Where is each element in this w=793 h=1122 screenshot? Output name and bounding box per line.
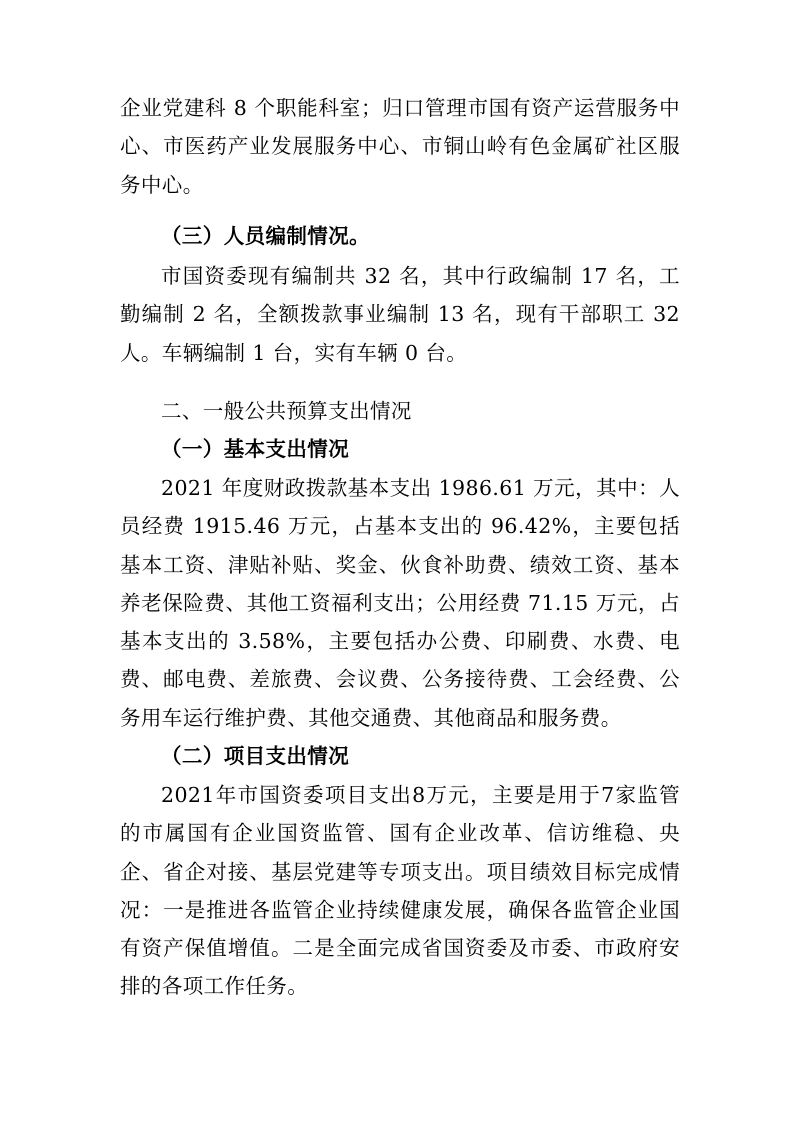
paragraph-project-expenditure: 2021年市国资委项目支出8万元，主要是用于7家监管的市属国有企业国资监管、国有企业改革、信访维稳、央企、省企对接、基层党建等专项支出。项目绩效目标完成情况：一是推进各监管企业持续健康发展，确保各监管企业国有资产保值增值。二是全面完成省国资委及市委、市政府安排的各项工作任务。 (120, 783, 680, 999)
heading-staffing: （三）人员编制情况。 (161, 224, 370, 248)
heading-basic-expenditure: （一）基本支出情况 (161, 437, 350, 461)
paragraph-basic-expenditure: 2021 年度财政拨款基本支出 1986.61 万元，其中：人员经费 1915.46 万元，占基本支出的 96.42%，主要包括基本工资、津贴补贴、奖金、伙食补助费、绩效工资、基本养老保险费、其他工资福利支出；公用经费 71.15 万元，占基本支出的 3.58%，主要包括办公费、印刷费、水费、电费、邮电费、差旅费、会议费、公务接待费、工会经费、公务用车运行维护费、其他交通费、其他商品和服务费。 (120, 476, 680, 730)
heading-project-expenditure: （二）项目支出情况 (161, 744, 350, 768)
paragraph-staffing: 市国资委现有编制共 32 名，其中行政编制 17 名，工勤编制 2 名，全额拨款事业编制 13 名，现有干部职工 32 人。车辆编制 1 台，实有车辆 0 台。 (120, 264, 680, 365)
paragraph-offices: 企业党建科 8 个职能科室；归口管理市国有资产运营服务中心、市医药产业发展服务中心、市铜山岭有色金属矿社区服务中心。 (120, 96, 680, 197)
section-title-general-budget: 二、一般公共预算支出情况 (161, 399, 412, 423)
